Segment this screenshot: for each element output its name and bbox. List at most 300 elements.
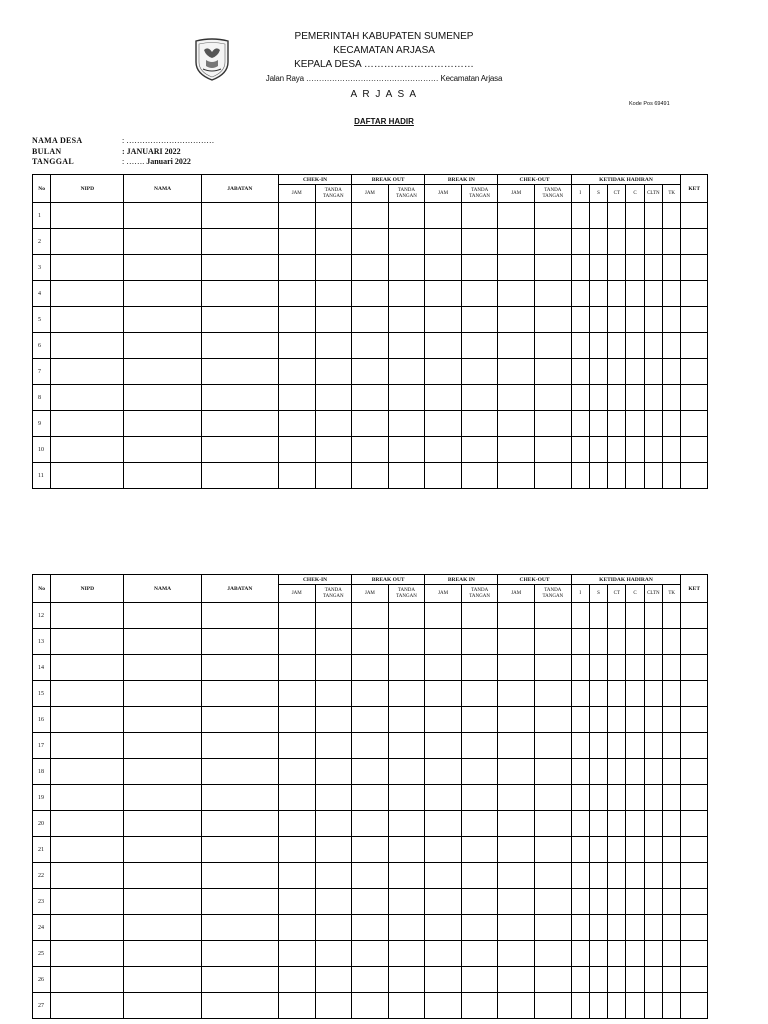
empty-cell <box>278 941 315 967</box>
row-number: 9 <box>33 411 51 437</box>
empty-cell <box>681 629 708 655</box>
row-number: 17 <box>33 733 51 759</box>
empty-cell <box>589 229 607 255</box>
empty-cell <box>51 785 124 811</box>
header-chek-in: CHEK-IN <box>278 575 351 585</box>
empty-cell <box>201 203 278 229</box>
subheader-absence-code: I <box>571 185 589 203</box>
empty-cell <box>663 967 681 993</box>
empty-cell <box>589 603 607 629</box>
empty-cell <box>681 811 708 837</box>
empty-cell <box>201 837 278 863</box>
empty-cell <box>535 811 572 837</box>
empty-cell <box>461 655 498 681</box>
empty-cell <box>201 941 278 967</box>
empty-cell <box>498 681 535 707</box>
empty-cell <box>201 811 278 837</box>
empty-cell <box>681 229 708 255</box>
empty-cell <box>425 993 462 1019</box>
attendance-table-1 <box>32 174 708 489</box>
empty-cell <box>571 437 589 463</box>
empty-cell <box>626 811 644 837</box>
empty-cell <box>352 811 389 837</box>
empty-cell <box>663 463 681 489</box>
empty-cell <box>571 967 589 993</box>
empty-cell <box>608 385 626 411</box>
empty-cell <box>681 889 708 915</box>
empty-cell <box>124 837 201 863</box>
empty-cell <box>589 707 607 733</box>
empty-cell <box>315 307 352 333</box>
empty-cell <box>535 437 572 463</box>
empty-cell <box>498 333 535 359</box>
empty-cell <box>535 759 572 785</box>
empty-cell <box>663 359 681 385</box>
empty-cell <box>608 993 626 1019</box>
empty-cell <box>315 437 352 463</box>
empty-cell <box>535 655 572 681</box>
empty-cell <box>124 603 201 629</box>
empty-cell <box>201 603 278 629</box>
table-row <box>33 655 708 681</box>
row-number: 13 <box>33 629 51 655</box>
empty-cell <box>681 437 708 463</box>
empty-cell <box>278 437 315 463</box>
empty-cell <box>644 463 662 489</box>
empty-cell <box>425 603 462 629</box>
empty-cell <box>571 281 589 307</box>
empty-cell <box>201 785 278 811</box>
empty-cell <box>626 203 644 229</box>
empty-cell <box>681 915 708 941</box>
header-chek-out: CHEK-OUT <box>498 575 571 585</box>
empty-cell <box>352 837 389 863</box>
empty-cell <box>608 733 626 759</box>
empty-cell <box>571 993 589 1019</box>
empty-cell <box>498 203 535 229</box>
row-number: 4 <box>33 281 51 307</box>
empty-cell <box>425 863 462 889</box>
empty-cell <box>201 707 278 733</box>
empty-cell <box>663 681 681 707</box>
empty-cell <box>315 463 352 489</box>
empty-cell <box>535 385 572 411</box>
empty-cell <box>571 915 589 941</box>
empty-cell <box>498 967 535 993</box>
empty-cell <box>201 733 278 759</box>
empty-cell <box>608 203 626 229</box>
subheader-jam: JAM <box>425 585 462 603</box>
empty-cell <box>124 733 201 759</box>
empty-cell <box>388 229 425 255</box>
empty-cell <box>315 385 352 411</box>
empty-cell <box>51 863 124 889</box>
empty-cell <box>278 655 315 681</box>
empty-cell <box>352 463 389 489</box>
empty-cell <box>315 785 352 811</box>
empty-cell <box>644 681 662 707</box>
empty-cell <box>124 229 201 255</box>
empty-cell <box>608 889 626 915</box>
subheader-jam: JAM <box>498 185 535 203</box>
empty-cell <box>681 333 708 359</box>
empty-cell <box>498 385 535 411</box>
empty-cell <box>461 437 498 463</box>
empty-cell <box>425 915 462 941</box>
empty-cell <box>535 463 572 489</box>
empty-cell <box>626 915 644 941</box>
empty-cell <box>626 863 644 889</box>
empty-cell <box>644 993 662 1019</box>
empty-cell <box>608 603 626 629</box>
empty-cell <box>425 359 462 385</box>
subheader-tanda-tangan: TANDA TANGAN <box>461 185 498 203</box>
empty-cell <box>124 281 201 307</box>
row-number: 7 <box>33 359 51 385</box>
empty-cell <box>124 463 201 489</box>
empty-cell <box>124 411 201 437</box>
empty-cell <box>461 759 498 785</box>
empty-cell <box>498 229 535 255</box>
empty-cell <box>608 655 626 681</box>
table-row <box>33 229 708 255</box>
empty-cell <box>498 993 535 1019</box>
empty-cell <box>644 733 662 759</box>
document-title: DAFTAR HADIR <box>354 117 414 126</box>
empty-cell <box>51 411 124 437</box>
empty-cell <box>425 255 462 281</box>
tanggal-value <box>122 157 191 166</box>
empty-cell <box>201 307 278 333</box>
empty-cell <box>535 359 572 385</box>
empty-cell <box>626 411 644 437</box>
empty-cell <box>589 733 607 759</box>
empty-cell <box>124 915 201 941</box>
row-number: 11 <box>33 463 51 489</box>
empty-cell <box>201 281 278 307</box>
empty-cell <box>608 437 626 463</box>
empty-cell <box>571 785 589 811</box>
empty-cell <box>535 307 572 333</box>
empty-cell <box>535 255 572 281</box>
empty-cell <box>663 733 681 759</box>
table-row <box>33 785 708 811</box>
empty-cell <box>425 203 462 229</box>
subheader-absence-code: CT <box>608 185 626 203</box>
empty-cell <box>644 811 662 837</box>
empty-cell <box>352 863 389 889</box>
empty-cell <box>626 655 644 681</box>
empty-cell <box>51 941 124 967</box>
empty-cell <box>644 203 662 229</box>
empty-cell <box>352 333 389 359</box>
empty-cell <box>589 359 607 385</box>
empty-cell <box>124 629 201 655</box>
header-break-in: BREAK IN <box>425 175 498 185</box>
empty-cell <box>626 359 644 385</box>
row-number: 6 <box>33 333 51 359</box>
empty-cell <box>663 229 681 255</box>
empty-cell <box>278 411 315 437</box>
empty-cell <box>51 629 124 655</box>
empty-cell <box>644 307 662 333</box>
header-break-out: BREAK OUT <box>352 575 425 585</box>
letterhead-government: PEMERINTAH KABUPATEN SUMENEP <box>294 31 474 42</box>
empty-cell <box>589 759 607 785</box>
empty-cell <box>589 681 607 707</box>
empty-cell <box>681 967 708 993</box>
subheader-absence-code: CLTN <box>644 185 662 203</box>
empty-cell <box>681 993 708 1019</box>
table-row <box>33 915 708 941</box>
empty-cell <box>315 255 352 281</box>
letterhead-village-head: KEPALA DESA …………………………… <box>294 59 474 70</box>
empty-cell <box>201 655 278 681</box>
row-number: 14 <box>33 655 51 681</box>
empty-cell <box>663 655 681 681</box>
empty-cell <box>571 333 589 359</box>
empty-cell <box>278 203 315 229</box>
subheader-absence-code: S <box>589 585 607 603</box>
empty-cell <box>51 255 124 281</box>
empty-cell <box>461 203 498 229</box>
empty-cell <box>461 359 498 385</box>
empty-cell <box>124 993 201 1019</box>
empty-cell <box>571 707 589 733</box>
empty-cell <box>352 281 389 307</box>
bulan-value: : JANUARI 2022 <box>122 147 181 156</box>
attendance-table-2 <box>32 574 708 1019</box>
empty-cell <box>124 967 201 993</box>
empty-cell <box>571 603 589 629</box>
empty-cell <box>608 411 626 437</box>
empty-cell <box>644 333 662 359</box>
empty-cell <box>589 915 607 941</box>
empty-cell <box>388 437 425 463</box>
empty-cell <box>352 359 389 385</box>
empty-cell <box>681 941 708 967</box>
empty-cell <box>681 463 708 489</box>
empty-cell <box>626 437 644 463</box>
empty-cell <box>315 733 352 759</box>
empty-cell <box>461 967 498 993</box>
empty-cell <box>278 707 315 733</box>
empty-cell <box>589 837 607 863</box>
empty-cell <box>535 915 572 941</box>
empty-cell <box>315 203 352 229</box>
empty-cell <box>352 915 389 941</box>
empty-cell <box>571 889 589 915</box>
row-number: 23 <box>33 889 51 915</box>
empty-cell <box>201 229 278 255</box>
empty-cell <box>589 655 607 681</box>
empty-cell <box>315 359 352 385</box>
empty-cell <box>608 281 626 307</box>
empty-cell <box>681 307 708 333</box>
empty-cell <box>51 385 124 411</box>
empty-cell <box>124 359 201 385</box>
table-row <box>33 463 708 489</box>
empty-cell <box>352 603 389 629</box>
empty-cell <box>681 281 708 307</box>
letterhead-village-name: A R J A S A <box>350 89 418 100</box>
empty-cell <box>201 411 278 437</box>
empty-cell <box>388 889 425 915</box>
empty-cell <box>608 359 626 385</box>
empty-cell <box>461 993 498 1019</box>
empty-cell <box>352 889 389 915</box>
empty-cell <box>589 993 607 1019</box>
empty-cell <box>589 255 607 281</box>
empty-cell <box>201 359 278 385</box>
empty-cell <box>535 863 572 889</box>
empty-cell <box>626 307 644 333</box>
empty-cell <box>663 915 681 941</box>
empty-cell <box>498 629 535 655</box>
empty-cell <box>644 255 662 281</box>
empty-cell <box>201 863 278 889</box>
table-row <box>33 811 708 837</box>
empty-cell <box>124 255 201 281</box>
empty-cell <box>626 463 644 489</box>
empty-cell <box>315 863 352 889</box>
empty-cell <box>278 385 315 411</box>
empty-cell <box>681 655 708 681</box>
empty-cell <box>644 941 662 967</box>
empty-cell <box>626 707 644 733</box>
empty-cell <box>315 941 352 967</box>
empty-cell <box>425 707 462 733</box>
empty-cell <box>589 941 607 967</box>
empty-cell <box>51 915 124 941</box>
empty-cell <box>608 707 626 733</box>
empty-cell <box>589 281 607 307</box>
empty-cell <box>388 203 425 229</box>
header-ketidak-hadiran: KETIDAK HADIRAN <box>571 175 681 185</box>
empty-cell <box>124 811 201 837</box>
table-row <box>33 359 708 385</box>
empty-cell <box>388 733 425 759</box>
empty-cell <box>461 255 498 281</box>
empty-cell <box>608 307 626 333</box>
empty-cell <box>681 411 708 437</box>
empty-cell <box>352 229 389 255</box>
empty-cell <box>352 993 389 1019</box>
empty-cell <box>461 811 498 837</box>
empty-cell <box>388 629 425 655</box>
empty-cell <box>201 629 278 655</box>
letterhead-address: Jalan Raya …………………………………………… Kecamatan Arjasa <box>265 74 503 83</box>
empty-cell <box>626 333 644 359</box>
empty-cell <box>498 411 535 437</box>
header-nama: NAMA <box>124 575 201 603</box>
empty-cell <box>681 359 708 385</box>
empty-cell <box>535 281 572 307</box>
empty-cell <box>315 229 352 255</box>
empty-cell <box>51 229 124 255</box>
empty-cell <box>51 437 124 463</box>
empty-cell <box>278 359 315 385</box>
empty-cell <box>535 707 572 733</box>
empty-cell <box>315 993 352 1019</box>
empty-cell <box>461 229 498 255</box>
empty-cell <box>626 993 644 1019</box>
table-row <box>33 863 708 889</box>
table-row <box>33 203 708 229</box>
empty-cell <box>278 785 315 811</box>
subheader-tanda-tangan: TANDA TANGAN <box>315 185 352 203</box>
empty-cell <box>663 411 681 437</box>
empty-cell <box>388 359 425 385</box>
letterhead-district: KECAMATAN ARJASA <box>333 45 435 56</box>
empty-cell <box>388 941 425 967</box>
header-break-out: BREAK OUT <box>352 175 425 185</box>
empty-cell <box>589 811 607 837</box>
empty-cell <box>498 307 535 333</box>
empty-cell <box>124 333 201 359</box>
empty-cell <box>388 333 425 359</box>
row-number: 8 <box>33 385 51 411</box>
empty-cell <box>608 759 626 785</box>
empty-cell <box>681 255 708 281</box>
empty-cell <box>535 785 572 811</box>
empty-cell <box>498 255 535 281</box>
empty-cell <box>51 281 124 307</box>
empty-cell <box>626 629 644 655</box>
empty-cell <box>663 385 681 411</box>
empty-cell <box>644 629 662 655</box>
empty-cell <box>315 629 352 655</box>
header-ket: KET <box>681 175 708 203</box>
empty-cell <box>644 837 662 863</box>
empty-cell <box>608 837 626 863</box>
table-row <box>33 281 708 307</box>
empty-cell <box>51 203 124 229</box>
subheader-jam: JAM <box>278 585 315 603</box>
table-row <box>33 837 708 863</box>
empty-cell <box>388 785 425 811</box>
empty-cell <box>352 941 389 967</box>
nama-desa-value: : …………………………… <box>122 136 215 145</box>
empty-cell <box>461 889 498 915</box>
empty-cell <box>352 759 389 785</box>
empty-cell <box>626 941 644 967</box>
empty-cell <box>51 707 124 733</box>
empty-cell <box>626 229 644 255</box>
empty-cell <box>608 941 626 967</box>
empty-cell <box>278 603 315 629</box>
empty-cell <box>498 707 535 733</box>
empty-cell <box>663 785 681 811</box>
empty-cell <box>425 385 462 411</box>
subheader-absence-code: C <box>626 185 644 203</box>
table-row <box>33 733 708 759</box>
subheader-absence-code: C <box>626 585 644 603</box>
empty-cell <box>681 203 708 229</box>
empty-cell <box>51 463 124 489</box>
empty-cell <box>51 733 124 759</box>
empty-cell <box>663 811 681 837</box>
empty-cell <box>315 915 352 941</box>
empty-cell <box>352 629 389 655</box>
empty-cell <box>498 655 535 681</box>
empty-cell <box>681 837 708 863</box>
empty-cell <box>663 437 681 463</box>
empty-cell <box>589 203 607 229</box>
empty-cell <box>498 281 535 307</box>
empty-cell <box>425 837 462 863</box>
empty-cell <box>388 863 425 889</box>
